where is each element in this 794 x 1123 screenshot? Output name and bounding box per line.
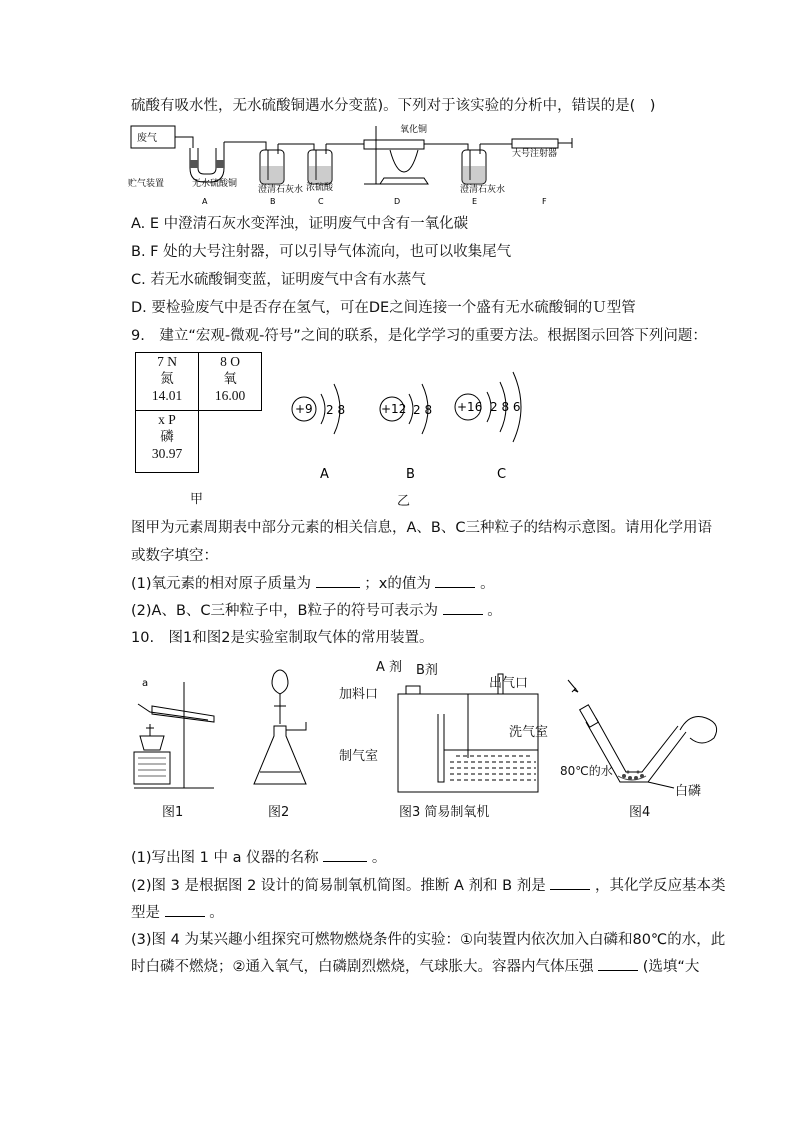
figure1-caption: 图1 [162, 805, 184, 820]
shells-a: 2 8 [326, 403, 346, 417]
answer-blank-b-symbol[interactable] [443, 614, 483, 615]
label-storage: 贮气装置 [128, 179, 165, 189]
answer-blank-reaction-type[interactable] [165, 916, 205, 917]
q10-sub2 [131, 876, 725, 896]
answer-blank-instrument[interactable] [323, 861, 367, 862]
nucleus-c-charge: +16 [457, 400, 483, 414]
label-white-phosphorus: 白磷 [675, 784, 702, 799]
label-agent-b: B剂 [416, 663, 438, 678]
shells-c: 2 8 6 [490, 400, 521, 414]
q9-sub2 [131, 601, 502, 621]
letter-a: A [202, 197, 208, 206]
q8-option-c: C. 若无水硫酸铜变蓝，证明废气中含有水蒸气 [131, 272, 426, 288]
q10-sub2-c: 型是 [131, 905, 160, 921]
fig1-label-a: a [142, 678, 149, 689]
figure4-caption: 图4 [629, 805, 651, 820]
q10-sub1 [131, 848, 386, 868]
q9-stem: 9. 建立“宏观-微观-符号”之间的联系，是化学学习的重要方法。根据图示回答下列问题： [131, 328, 707, 344]
label-jia: 甲 [190, 492, 204, 507]
answer-blank-x[interactable] [435, 587, 475, 588]
q10-sub3-c: (选填“大 [642, 959, 700, 975]
label-hot-water: 80℃的水 [560, 764, 613, 778]
element-cell-o [198, 352, 262, 411]
q10-sub3-b: 时白磷不燃烧；②通入氧气，白磷剧烈燃烧，气球胀大。容器内气体压强 [131, 959, 594, 975]
answer-blank-pressure[interactable] [598, 970, 638, 971]
q9-desc2: 或数字填空： [131, 548, 218, 564]
letter-d: D [394, 197, 401, 206]
p-number: x P [158, 412, 176, 427]
p-mass: 30.97 [151, 446, 183, 461]
label-limewater-b: 澄清石灰水 [258, 185, 304, 195]
label-make-chamber: 制气室 [339, 749, 379, 764]
q10-sub3: (3)图 4 为某兴趣小组探究可燃物燃烧条件的实验：①向装置内依次加入白磷和80℃的水，此 [131, 932, 726, 948]
particle-label-b: B [406, 467, 415, 482]
n-name: 氮 [160, 371, 174, 386]
figure3-caption: 图3 简易制氧机 [399, 805, 490, 820]
q9-desc1: 图甲为元素周期表中部分元素的相关信息，A、B、C三种粒子的结构示意图。请用化学用语 [131, 520, 712, 536]
label-yi: 乙 [397, 494, 411, 509]
o-name: 氧 [223, 371, 237, 386]
letter-b: B [270, 197, 276, 206]
q9-sub1 [131, 574, 495, 594]
q9-sub2-a: (2)A、B、C三种粒子中，B粒子的符号可表示为 [131, 603, 438, 619]
q9-sub1-c: 。 [480, 576, 495, 592]
q9-sub1-a: (1)氧元素的相对原子质量为 [131, 576, 312, 592]
o-number: 8 O [220, 354, 240, 369]
label-wash-chamber: 洗气室 [509, 725, 549, 740]
particle-label-a: A [320, 467, 329, 482]
q10-sub3-cont [131, 957, 699, 977]
shells-b: 2 8 [413, 403, 433, 417]
waste-gas-label: 废气 [137, 133, 157, 144]
q10-stem: 10. 图1和图2是实验室制取气体的常用装置。 [131, 630, 434, 646]
answer-blank-o-mass[interactable] [316, 587, 360, 588]
o-mass: 16.00 [214, 388, 246, 403]
q10-sub2-cont [131, 903, 224, 923]
label-limewater-e: 澄清石灰水 [460, 185, 506, 195]
label-h2so4: 浓硫酸 [306, 183, 334, 193]
element-cell-p [135, 410, 199, 473]
q8-option-a: A. E 中澄清石灰水变浑浊，证明废气中含有一氧化碳 [131, 216, 469, 232]
nucleus-a-charge: +9 [295, 402, 313, 416]
n-number: 7 N [157, 354, 177, 369]
element-cell-n [135, 352, 199, 411]
q9-sub2-b: 。 [487, 603, 502, 619]
figure2-apparatus [250, 664, 310, 794]
particle-label-c: C [497, 467, 507, 482]
label-feed-port: 加料口 [339, 687, 379, 702]
label-outlet: 出气口 [489, 676, 529, 691]
q10-sub1-b: 。 [371, 850, 387, 866]
label-agent-a: A 剂 [376, 660, 403, 675]
n-mass: 14.01 [151, 388, 183, 403]
letter-e: E [472, 197, 478, 206]
syringe-label: 大号注射器 [512, 149, 558, 159]
q8-option-b: B. F 处的大号注射器，可以引导气体流向，也可以收集尾气 [131, 244, 512, 260]
q9-sub1-b: ；x的值为 [364, 576, 431, 592]
q10-sub2-a: (2)图 3 是根据图 2 设计的简易制氧机简图。推断 A 剂和 B 剂是 [131, 878, 546, 894]
q10-sub2-b: ，其化学反应基本类 [594, 878, 726, 894]
q8-option-d: D. 要检验废气中是否存在氢气，可在DE之间连接一个盛有无水硫酸铜的Ｕ型管 [131, 300, 636, 316]
figure2-caption: 图2 [268, 805, 290, 820]
label-cuso4: 无水硫酸铜 [192, 179, 238, 189]
q10-sub1-a: (1)写出图 1 中 a 仪器的名称 [131, 850, 319, 866]
p-name: 磷 [160, 429, 174, 444]
q8-intro: 硫酸有吸水性，无水硫酸铜遇水分变蓝)。下列对于该实验的分析中，错误的是( ) [131, 98, 656, 114]
cuo-label: 氧化铜 [400, 125, 428, 135]
answer-blank-agents[interactable] [550, 889, 590, 890]
figure1-apparatus [128, 674, 228, 794]
letter-c: C [318, 197, 324, 206]
q10-sub2-d: 。 [209, 905, 224, 921]
q8-apparatus-figure [128, 120, 598, 206]
nucleus-b-charge: +12 [381, 402, 407, 416]
particle-diagrams [285, 360, 555, 486]
letter-f: F [542, 197, 547, 206]
